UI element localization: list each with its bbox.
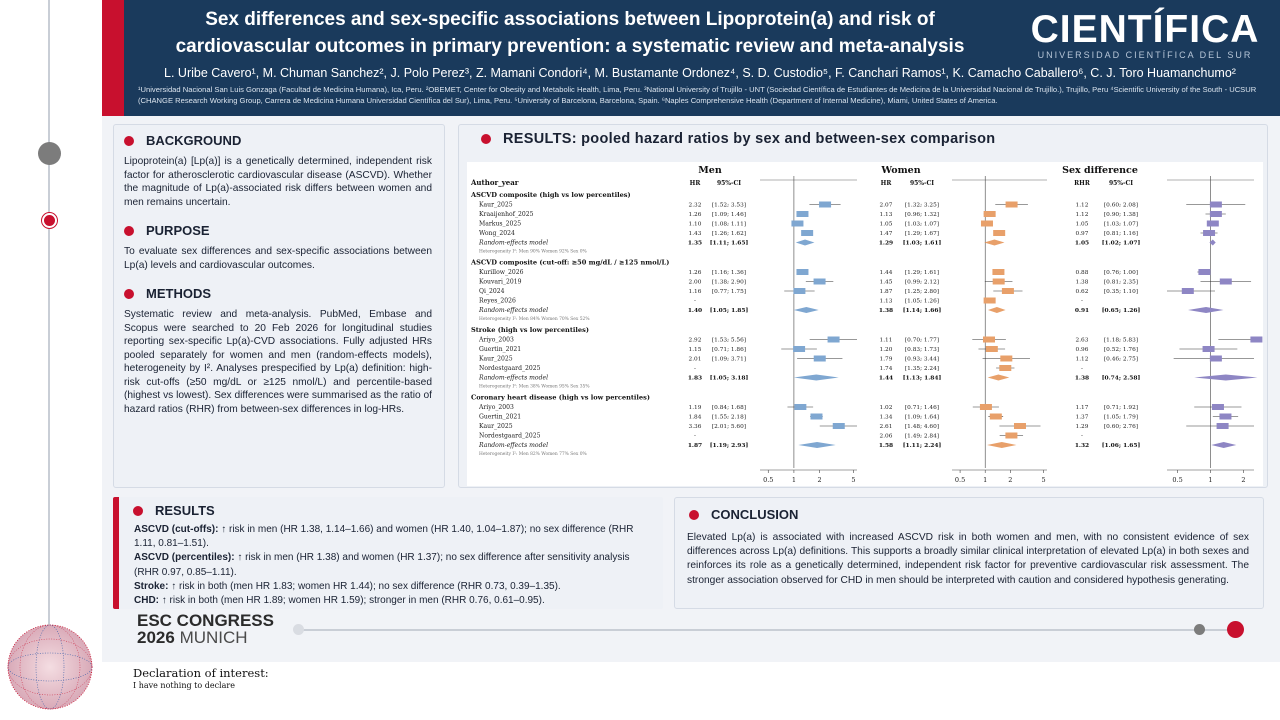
esc-year: 2026 [137, 628, 175, 647]
bullet-icon [481, 134, 491, 144]
bullet-icon [133, 506, 143, 516]
forest-plot-svg [467, 162, 1263, 486]
forest-study-name: Guertin_2021 [479, 413, 522, 421]
forest-ci-value: [0.84; 1.68] [711, 405, 747, 411]
forest-ci-value: [1.55; 2.18] [711, 414, 747, 421]
forest-point [796, 269, 808, 275]
forest-point [810, 414, 822, 420]
forest-pooled-ci: [1.11; 2.24] [902, 442, 942, 449]
forest-ci-value: [0.90; 1.38] [1103, 212, 1139, 218]
forest-hr-value: 1.26 [688, 270, 702, 276]
forest-tick-label: 2 [817, 476, 822, 484]
forest-hr-value: 1.79 [879, 356, 893, 363]
bottom-timeline [298, 629, 1238, 631]
forest-ci-value: [0.81; 2.35] [1103, 279, 1139, 286]
forest-point [1250, 337, 1262, 343]
forest-point [992, 269, 1004, 275]
forest-ci-value: [1.26; 1.62] [711, 231, 747, 237]
forest-point [833, 423, 845, 429]
forest-col-ci: 95%-CI [1108, 180, 1134, 187]
forest-ci-value: [1.05; 1.26] [904, 298, 940, 305]
forest-ci-value: [1.09; 3.71] [711, 356, 747, 363]
title-line-2: cardiovascular outcomes in primary prevention: a systematic review and meta-analysis [175, 36, 965, 57]
forest-pooled-ci: [1.13; 1.84] [902, 374, 942, 382]
results-line [134, 580, 656, 594]
bullet-icon [689, 510, 699, 520]
forest-hr-value: 1.02 [879, 405, 893, 411]
results-line-text: ↑ risk in men (HR 1.38) and women (HR 1.37); no sex difference after sensitivity analysis (RHR 0.97, 0.85–1.11). [134, 552, 630, 578]
forest-hr-value: 1.17 [1075, 405, 1089, 411]
results-line-text: ↑ risk in both (men HR 1.83; women HR 1.44); no sex difference (RHR 0.73, 0.39–1.35). [168, 580, 561, 592]
forest-pooled-ci: [1.06; 1.65] [1101, 442, 1141, 449]
forest-pooled-hr: 1.40 [687, 307, 703, 314]
forest-pooled-hr: 1.87 [687, 442, 703, 449]
results-line-text: ↑ risk in men (HR 1.38, 1.14–1.66) and women (HR 1.40, 1.04–1.87); no sex difference (RHR 1.11, 0.81–1.51). [134, 524, 634, 550]
results-line-label: Stroke: [134, 580, 169, 592]
forest-hr-value: 1.47 [879, 231, 893, 237]
forest-tick-label: 2 [1241, 476, 1246, 484]
forest-point [1207, 221, 1219, 227]
forest-study-name: Nordestgaard_2025 [479, 365, 541, 372]
results-heading: RESULTS [155, 503, 215, 518]
forest-ci-value: [0.93; 3.44] [904, 356, 940, 363]
forest-study-name: Qi_2024 [479, 288, 505, 295]
forest-tick-label: 2 [1008, 476, 1013, 484]
forest-hr-value: 1.12 [1075, 202, 1089, 209]
forest-col-ci: 95%-CI [909, 180, 935, 187]
forest-pooled-ci: [1.19; 2.93] [709, 442, 749, 449]
forest-heterogeneity: Heterogeneity I²: Men 38% Women 95% Sex 35% [479, 384, 590, 390]
methods-text: Systematic review and meta-analysis. PubMed, Embase and Scopus were searched to 20 Feb 2026 for longitudinal studies reporting sex-specific Lp(a)-CVD associations. Fully adjusted HRs pooled separately for women and men (random-effects models), heterogeneity by I². Analyses prespecified by Lp(a) definition: high-risk cut-offs (≥50 mg/dL or ≥125 nmol/L) and percentile-based (highest vs lowest). Sex differences were summarised as the ratio of hazard ratios (RHR) from between-sex differences in log-HRs. [124, 309, 432, 415]
declaration-area [102, 662, 1280, 720]
bottom-dot-start [293, 624, 304, 635]
forest-ci-value: [1.08; 1.11] [711, 221, 747, 228]
forest-hr-value: 1.05 [879, 221, 893, 228]
esc-congress-logo [137, 612, 274, 646]
forest-pooled-diamond [794, 375, 839, 381]
forest-section-title: Stroke (high vs low percentiles) [471, 326, 589, 334]
forest-point [1000, 356, 1012, 362]
esc-city: MUNICH [179, 628, 248, 647]
forest-hr-value: 2.01 [688, 356, 702, 363]
forest-tick-label: 0.5 [1172, 476, 1183, 484]
forest-pooled-ci: [0.74; 2.58] [1101, 374, 1141, 382]
forest-hr-value: 1.84 [688, 414, 702, 421]
forest-ci-value: [0.60; 2.08] [1103, 202, 1139, 209]
logo-name: CIENTÍFICA [1030, 8, 1260, 51]
forest-pooled-label: Random-effects model [479, 442, 549, 449]
forest-heterogeneity: Heterogeneity I²: Men 90% Women 92% Sex 0% [479, 249, 587, 255]
forest-hr-value: 1.13 [879, 298, 893, 305]
forest-pooled-ci: [1.14; 1.66] [902, 307, 942, 314]
background-text: Lipoprotein(a) [Lp(a)] is a genetically determined, independent risk factor for atherosclerotic cardiovascular disease (ASCVD). Whether the magnitude of Lp(a)-associated risk differs between women and men remains uncertain. [124, 156, 432, 208]
forest-pooled-ci: [1.11; 1.65] [709, 239, 749, 247]
forest-study-name: Kaur_2025 [479, 201, 513, 209]
forest-ci-value: [1.05; 1.79] [1103, 414, 1139, 421]
logo-subtitle: UNIVERSIDAD CIENTÍFICA DEL SUR [1037, 50, 1253, 60]
forest-point [1210, 356, 1222, 362]
forest-ci-value: [0.35; 1.10] [1103, 289, 1139, 295]
forest-ci-value: [1.35; 2.24] [904, 366, 940, 372]
forest-hr-value: 1.12 [1075, 356, 1089, 363]
forest-ci-value: [1.03; 1.07] [904, 221, 940, 228]
background-heading: BACKGROUND [146, 133, 242, 148]
forest-pooled-label: Random-effects model [479, 374, 549, 382]
left-sidebar [0, 0, 102, 720]
forest-hr-value: 1.45 [879, 279, 893, 286]
forest-hr-value: 1.38 [1075, 279, 1089, 286]
forest-point [1198, 269, 1210, 275]
bullet-icon [124, 226, 134, 236]
forest-hr-value: 1.16 [688, 289, 702, 295]
methods-heading: METHODS [146, 286, 211, 301]
forest-hr-value: 2.06 [879, 433, 893, 440]
forest-ci-value: [1.16; 1.36] [711, 270, 747, 276]
forest-ci-value: [0.96; 1.32] [904, 212, 940, 218]
forest-tick-label: 1 [1208, 476, 1213, 484]
forest-hr-value: - [694, 298, 696, 305]
conclusion-text: Elevated Lp(a) is associated with increased ASCVD risk in both women and men, with no consistent evidence of sex differences across Lp(a) definitions. This supports a broadly similar clinical interpretation of elevated Lp(a) in both sexes and reinforces its role as a genetically determined, independent risk factor for preventive cardiovascular risk assessment. The stronger association observed for CHD in men should be interpreted with caution and considered hypothesis generating. [687, 532, 1249, 586]
forest-ci-value: [1.29; 1.67] [904, 231, 940, 237]
forest-point [801, 230, 813, 236]
results-summary [113, 497, 663, 609]
forest-pooled-hr: 1.58 [878, 442, 894, 449]
forest-pooled-hr: 1.44 [878, 374, 894, 382]
forest-pooled-hr: 1.83 [687, 374, 703, 382]
forest-hr-value: 1.34 [879, 414, 893, 421]
conclusion-heading: CONCLUSION [711, 507, 799, 522]
forest-point [984, 298, 996, 304]
forest-point [1220, 279, 1232, 285]
forest-pooled-ci: [1.05; 3.18] [709, 374, 749, 382]
forest-pooled-ci: [1.03; 1.61] [902, 239, 942, 247]
header-accent-strip [102, 0, 124, 116]
forest-pooled-hr: 1.38 [878, 307, 894, 314]
forest-point [819, 202, 831, 208]
forest-point [1219, 414, 1231, 420]
forest-hr-value: 1.10 [688, 221, 702, 228]
forest-col-hr: HR [880, 180, 892, 187]
forest-tick-label: 5 [1041, 476, 1046, 484]
forest-hr-value: 1.13 [879, 212, 893, 218]
forest-point [984, 211, 996, 217]
declaration-heading: Declaration of interest: [133, 666, 269, 680]
forest-pooled-label: Random-effects model [479, 307, 549, 314]
forest-col-hr: RHR [1074, 180, 1090, 187]
forest-point [1002, 288, 1014, 294]
timeline-dot-red [42, 213, 57, 228]
forest-ci-value: [0.83; 1.73] [904, 347, 940, 353]
forest-hr-value: 1.43 [688, 231, 702, 237]
forest-group-label: Sex difference [1062, 165, 1138, 176]
forest-ci-value: [0.71; 1.92] [1103, 405, 1139, 411]
forest-tick-label: 1 [983, 476, 988, 484]
results-line-label: ASCVD (percentiles): [134, 552, 235, 564]
forest-ci-value: [0.71; 1.86] [711, 347, 747, 353]
forest-point [1217, 423, 1229, 429]
forest-point [999, 365, 1011, 371]
forest-point [1203, 230, 1215, 236]
forest-study-name: Markus_2025 [479, 220, 522, 228]
forest-hr-value: 0.88 [1075, 270, 1089, 276]
title-line-1: Sex differences and sex-specific associations between Lipoprotein(a) and risk of [205, 9, 935, 30]
forest-pooled-hr: 1.05 [1074, 239, 1090, 247]
forest-point [983, 337, 995, 343]
forest-ci-value: [1.09; 1.64] [904, 414, 940, 421]
forest-point [793, 288, 805, 294]
forest-pooled-diamond [794, 307, 819, 313]
forest-group-label: Men [698, 165, 722, 176]
forest-point [1005, 433, 1017, 439]
results-line [134, 523, 656, 551]
forest-study-name: Kaur_2025 [479, 423, 513, 430]
forest-pooled-diamond [988, 375, 1010, 381]
declaration-text: I have nothing to declare [133, 681, 235, 690]
forest-ci-value: [1.09; 1.46] [711, 212, 747, 218]
bullet-icon [124, 136, 134, 146]
forest-point [993, 230, 1005, 236]
forest-ci-value: [0.71; 1.46] [904, 405, 940, 411]
bottom-dot-grey [1194, 624, 1205, 635]
forest-ci-value: [0.81; 1.16] [1103, 231, 1139, 237]
forest-point [1210, 202, 1222, 208]
forest-pooled-hr: 1.32 [1074, 442, 1090, 449]
forest-section-title: ASCVD composite (high vs low percentiles) [471, 191, 631, 199]
forest-pooled-diamond [984, 240, 1004, 246]
results-panel-heading: RESULTS: pooled hazard ratios by sex and between-sex comparison [503, 131, 996, 147]
forest-point [980, 404, 992, 410]
forest-hr-value: - [1081, 298, 1083, 305]
forest-ci-value: [0.70; 1.77] [904, 337, 940, 344]
forest-section-title: Coronary heart disease (high vs low percentiles) [471, 393, 650, 402]
results-line [134, 594, 656, 608]
forest-section-title: ASCVD composite (cut-off: ≥50 mg/dL / ≥125 nmol/L) [471, 258, 670, 267]
forest-hr-value: 2.63 [1075, 337, 1089, 344]
forest-hr-value: - [694, 366, 696, 372]
forest-hr-value: 1.26 [688, 212, 702, 218]
forest-ci-value: [1.38; 2.90] [711, 279, 747, 286]
forest-study-name: Reyes_2026 [479, 297, 516, 305]
university-logo [1030, 10, 1260, 60]
timeline-line [48, 0, 50, 660]
forest-point [828, 337, 840, 343]
forest-point [814, 279, 826, 285]
forest-point [1006, 202, 1018, 208]
bullet-icon [124, 289, 134, 299]
results-line-label: CHD: [134, 595, 159, 607]
forest-pooled-hr: 0.91 [1074, 307, 1090, 314]
forest-pooled-diamond [1194, 375, 1257, 381]
forest-tick-label: 0.5 [763, 476, 774, 484]
forest-hr-value: 2.07 [879, 202, 893, 209]
forest-point [990, 414, 1002, 420]
forest-hr-value: 1.74 [879, 366, 893, 372]
forest-ci-value: [1.25; 2.80] [904, 289, 940, 295]
forest-point [993, 279, 1005, 285]
forest-study-name: Ariyo_2003 [479, 336, 514, 344]
forest-hr-value: 1.44 [879, 270, 893, 276]
forest-pooled-diamond [987, 442, 1016, 448]
forest-hr-value: 1.20 [879, 347, 893, 353]
purpose-text: To evaluate sex differences and sex-specific associations between Lp(a) levels and cardiovascular outcomes. [124, 246, 432, 271]
forest-ci-value: [1.18; 5.83] [1103, 337, 1139, 344]
forest-point [981, 221, 993, 227]
forest-heterogeneity: Heterogeneity I²: Men 82% Women 77% Sex 0% [479, 452, 587, 457]
intro-panel [113, 124, 445, 488]
forest-col-ci: 95%-CI [716, 180, 742, 187]
timeline-dot-grey [38, 142, 61, 165]
results-lines [134, 523, 656, 608]
forest-point [796, 211, 808, 217]
forest-group-label: Women [881, 165, 921, 176]
forest-point [814, 356, 826, 362]
forest-hr-value: 1.12 [1075, 212, 1089, 218]
forest-ci-value: [1.32; 3.25] [904, 202, 940, 209]
forest-point [1210, 211, 1222, 217]
forest-hr-value: 1.11 [879, 337, 893, 344]
forest-study-name: Wong_2024 [479, 230, 515, 237]
forest-study-name: Guertin_2021 [479, 346, 522, 353]
forest-tick-label: 0.5 [954, 476, 966, 484]
forest-point [1182, 288, 1194, 294]
forest-pooled-ci: [1.05; 1.85] [709, 307, 749, 314]
results-line-label: ASCVD (cut-offs): [134, 524, 219, 535]
forest-hr-value: 2.92 [688, 337, 702, 344]
forest-point [794, 404, 806, 410]
forest-hr-value: 0.96 [1075, 347, 1089, 353]
forest-author-header: Author_year [471, 178, 519, 187]
forest-ci-value: [1.48; 4.60] [904, 424, 940, 430]
forest-point [793, 346, 805, 352]
forest-plot [467, 162, 1263, 486]
forest-pooled-diamond [796, 240, 815, 246]
forest-pooled-diamond [1188, 307, 1223, 313]
forest-hr-value: - [1081, 366, 1083, 372]
forest-ci-value: [1.52; 3.53] [711, 202, 747, 209]
forest-study-name: Kurillow_2026 [479, 269, 524, 276]
forest-ci-value: [0.52; 1.76] [1103, 347, 1139, 353]
forest-hr-value: - [694, 433, 696, 440]
forest-study-name: Kraaijenhof_2025 [479, 211, 534, 218]
forest-hr-value: 3.36 [688, 424, 702, 430]
forest-point [986, 346, 998, 352]
forest-pooled-label: Random-effects model [479, 239, 549, 247]
forest-ci-value: [0.76; 1.00] [1103, 270, 1139, 276]
forest-hr-value: 1.15 [688, 347, 702, 353]
forest-ci-value: [0.60; 2.76] [1103, 424, 1139, 430]
forest-hr-value: 2.61 [879, 424, 893, 430]
results-line [134, 551, 656, 579]
forest-ci-value: [1.29; 1.61] [904, 270, 940, 276]
forest-hr-value: 1.37 [1075, 414, 1089, 421]
results-line-text: ↑ risk in both (men HR 1.89; women HR 1.59); stronger in men (RHR 0.76, 0.61–0.95). [159, 595, 545, 607]
forest-pooled-hr: 1.38 [1074, 374, 1090, 382]
forest-tick-label: 5 [851, 476, 856, 484]
forest-pooled-ci: [0.65; 1.26] [1101, 307, 1141, 314]
forest-ci-value: [0.99; 2.12] [904, 279, 940, 286]
forest-pooled-diamond [1211, 442, 1236, 448]
forest-hr-value: 2.00 [688, 279, 702, 286]
forest-study-name: Ariyo_2003 [479, 404, 514, 411]
esc-line1: ESC CONGRESS [137, 611, 274, 630]
forest-ci-value: [1.49; 2.84] [904, 433, 940, 440]
forest-hr-value: 1.29 [1075, 424, 1089, 430]
forest-ci-value: [2.01; 5.60] [711, 424, 747, 430]
forest-pooled-diamond [798, 442, 835, 448]
poster-title [130, 6, 1010, 60]
forest-hr-value: 1.19 [688, 405, 702, 411]
forest-point [791, 221, 803, 227]
forest-hr-value: 1.87 [879, 289, 893, 295]
forest-pooled-hr: 1.29 [878, 239, 894, 247]
forest-pooled-ci: [1.02; 1.07] [1101, 239, 1141, 247]
bottom-dot-red [1227, 621, 1244, 638]
forest-ci-value: [1.03; 1.07] [1103, 221, 1139, 228]
forest-hr-value: 0.62 [1075, 289, 1089, 295]
author-list: L. Uribe Cavero¹, M. Chuman Sanchez², J. Polo Perez³, Z. Mamani Condori⁴, M. Bustamante Ordonez⁴, S. D. Custodio⁵, F. Canchari Ramos¹, K. Camacho Caballero⁶, C. J. Toro Huamanchumo² [164, 66, 1236, 80]
forest-pooled-diamond [988, 307, 1006, 313]
forest-heterogeneity: Heterogeneity I²: Men 84% Women 70% Sex 52% [479, 317, 590, 322]
purpose-heading: PURPOSE [146, 223, 210, 238]
affiliations: ¹Universidad Nacional San Luis Gonzaga (Facultad de Medicina Humana), Ica, Peru. ²OBEMET, Center for Obesity and Metabolic Health, Lima, Peru. ³National University of Trujillo - UNT (Sociedad Científica de Estudiantes de Medicina de la Universidad Nacional de Trujillo.), Trujillo, Peru ⁴Scientific University of the South - UCSUR (CHANGE Research Working Group, Carrera de Medicina Humana Universidad Científica del Sur), Lima, Peru. ⁵University of Barcelona, Barcelona, Spain. ⁶Naples Comprehensive Health (Department of Internal Medicine), Miami, United States of America. [138, 85, 1257, 105]
forest-ci-value: [0.46; 2.75] [1103, 356, 1139, 363]
forest-hr-value: 2.32 [688, 202, 702, 209]
forest-point [1212, 404, 1224, 410]
forest-ci-value: [1.53; 5.56] [711, 337, 747, 344]
forest-study-name: Kaur_2025 [479, 355, 513, 363]
forest-hr-value: 1.05 [1075, 221, 1089, 228]
forest-col-hr: HR [689, 180, 701, 187]
forest-pooled-hr: 1.35 [687, 239, 703, 247]
forest-hr-value: - [1081, 433, 1083, 440]
forest-ci-value: [0.77; 1.75] [711, 289, 747, 295]
forest-study-name: Kouvari_2019 [479, 278, 522, 286]
forest-point [1014, 423, 1026, 429]
forest-study-name: Nordestgaard_2025 [479, 432, 541, 440]
forest-tick-label: 1 [791, 476, 796, 484]
forest-point [1203, 346, 1215, 352]
forest-hr-value: 0.97 [1075, 231, 1089, 237]
globe-graphic [6, 622, 94, 712]
conclusion-panel [674, 497, 1264, 609]
